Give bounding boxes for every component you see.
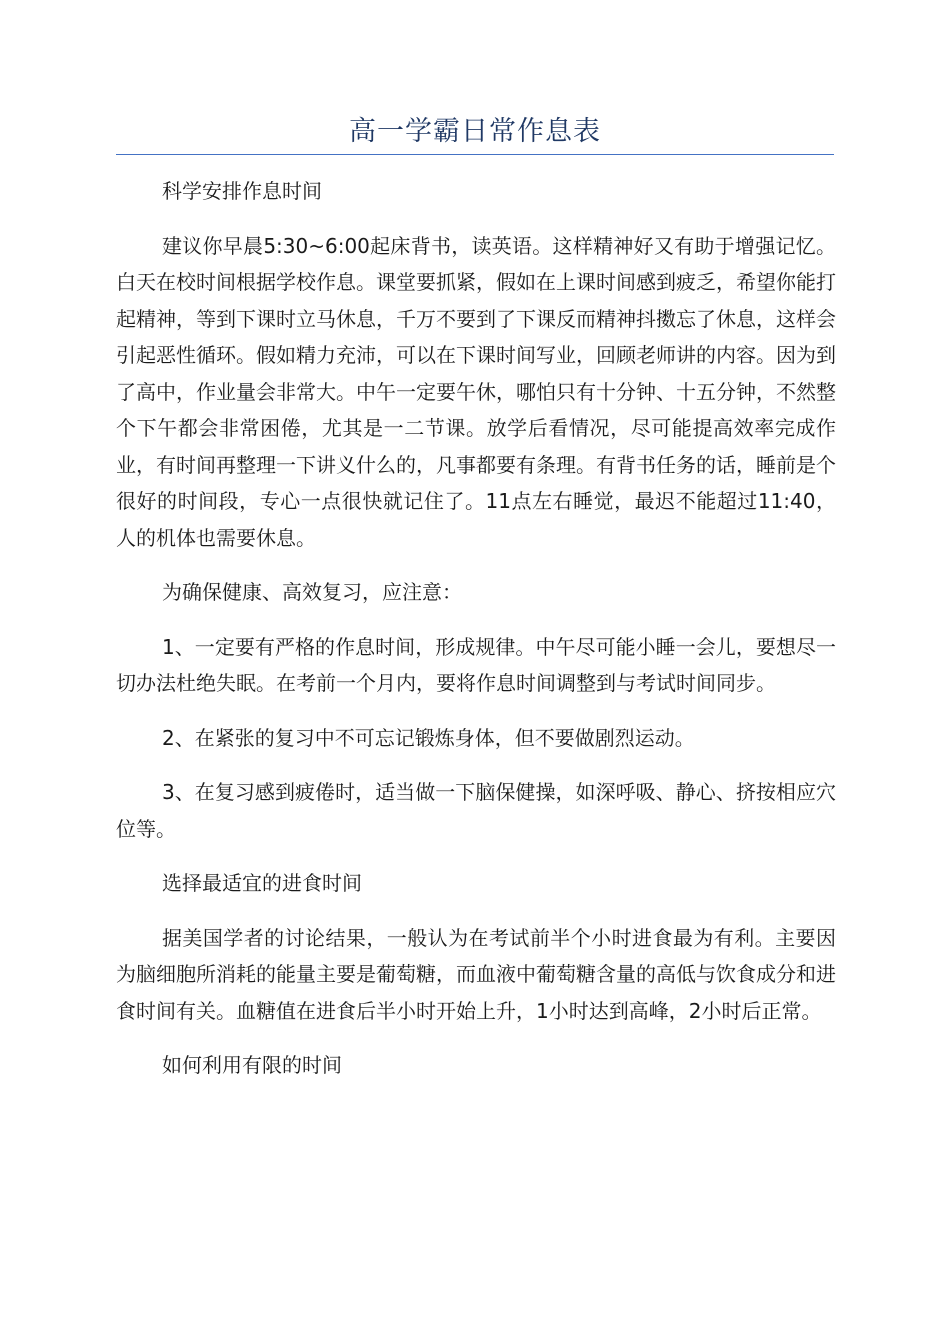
title-underline	[116, 154, 834, 155]
list-item-2: 2、在紧张的复习中不可忘记锻炼身体，但不要做剧烈运动。	[162, 725, 695, 750]
section-heading-meal-time: 选择最适宜的进食时间	[162, 871, 362, 895]
paragraph-meal-timing: 据美国学者的讨论结果，一般认为在考试前半个小时进食最为有利。主要因为脑细胞所消耗的能量主要是葡萄糖，而血液中葡萄糖含量的高低与饮食成分和进食时间有关。血糖值在进食后半小时开始上升，1小时达到高峰，2小时后正常。	[116, 925, 836, 1023]
list-item-1: 1、一定要有严格的作息时间，形成规律。中午尽可能小睡一会儿，要想尽一切办法杜绝失眠。在考前一个月内，要将作息时间调整到与考试时间同步。	[116, 634, 836, 695]
section-heading-limited-time: 如何利用有限的时间	[162, 1053, 342, 1077]
page-title: 高一学霸日常作息表	[349, 116, 601, 147]
paragraph-health-notes-intro: 为确保健康、高效复习，应注意：	[162, 580, 462, 604]
list-item-3: 3、在复习感到疲倦时，适当做一下脑保健操，如深呼吸、静心、挤按相应穴位等。	[116, 780, 836, 841]
document-body	[116, 173, 836, 1102]
paragraph-daily-routine: 建议你早晨5:30~6:00起床背书，读英语。这样精神好又有助于增强记忆。白天在校时间根据学校作息。课堂要抓紧，假如在上课时间感到疲乏，希望你能打起精神，等到下课时立马休息，千万不要到了下课反而精神抖擞忘了休息，这样会引起恶性循环。假如精力充沛，可以在下课时间写业，回顾老师讲的内容。因为到了高中，作业量会非常大。中午一定要午休，哪怕只有十分钟、十五分钟，不然整个下午都会非常困倦，尤其是一二节课。放学后看情况，尽可能提高效率完成作业，有时间再整理一下讲义什么的，凡事都要有条理。有背书任务的话，睡前是个很好的时间段，专心一点很快就记住了。11点左右睡觉，最迟不能超过11:40，人的机体也需要休息。	[116, 233, 836, 550]
section-heading-schedule: 科学安排作息时间	[162, 179, 322, 203]
